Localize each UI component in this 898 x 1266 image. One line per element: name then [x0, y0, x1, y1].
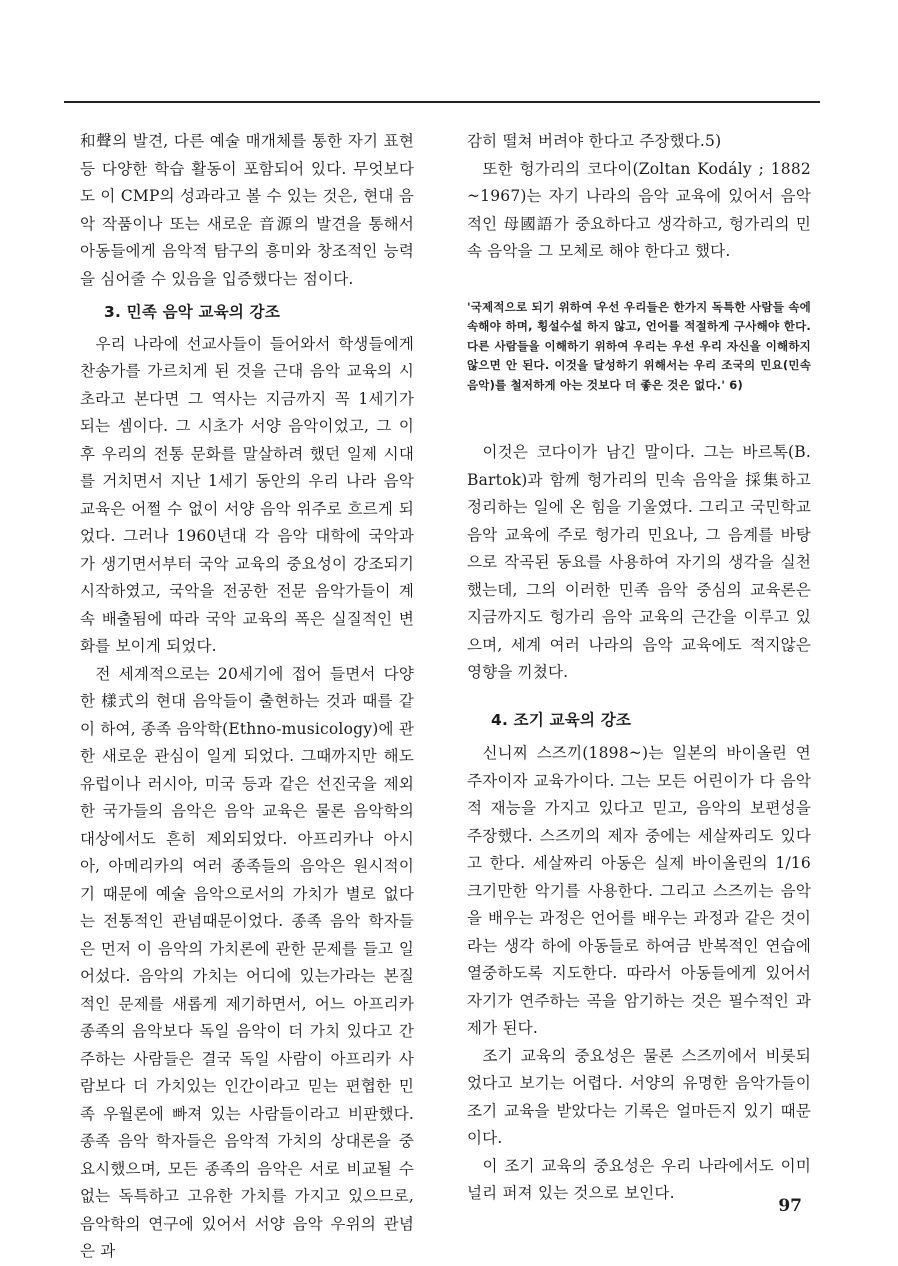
top-rule	[64, 101, 820, 103]
left-column	[80, 128, 414, 1266]
paragraph: 우리 나라에 선교사들이 들어와서 학생들에게 찬송가를 가르치게 된 것을 근대 음악 교육의 시초라고 본다면 그 역사는 지금까지 꼭 1세기가 되는 셈이다. 그 시초가 서양 음악이었고, 그 이후 우리의 전통 문화를 말살하려 했던 일제 시대를 거치면서 지난 1세기 동안의 우리 나라 음악 교육은 어쩔 수 없이 서양 음악 위주로 흐르게 되었다. 그러나 1960년대 각 음악 대학에 국악과가 생기면서부터 국악 교육의 중요성이 강조되기 시작하였고, 국악을 전공한 전문 음악가들이 계속 배출됨에 따라 국악 교육의 폭은 실질적인 변화를 보이게 되었다.	[80, 334, 414, 655]
paragraph: 이 조기 교육의 중요성은 우리 나라에서도 이미 널리 퍼져 있는 것으로 보인다.	[467, 1156, 811, 1202]
right-column	[467, 128, 811, 1208]
paragraph: 조기 교육의 중요성은 물론 스즈끼에서 비롯되었다고 보기는 어렵다. 서양의 유명한 음악가들이 조기 교육을 받았다는 기록은 얼마든지 있기 때문이다.	[467, 1046, 811, 1147]
page-number: 97	[778, 1196, 802, 1216]
paragraph: 和聲의 발견, 다른 예술 매개체를 통한 자기 표현 등 다양한 학습 활동이 포함되어 있다. 무엇보다도 이 CMP의 성과라고 볼 수 있는 것은, 현대 음악 작품이나 또는 새로운 音源의 발견을 통해서 아동들에게 음악적 탐구의 흥미와 창조적인 능력을 심어줄 수 있음을 입증했다는 점이다.	[80, 132, 414, 288]
paragraph: 신니찌 스즈끼(1898~)는 일본의 바이올린 연주자이자 교육가이다. 그는 모든 어린이가 다 음악적 재능을 가지고 있다고 믿고, 음악의 보편성을 주장했다. 스즈끼의 제자 중에는 세살짜리도 있다고 한다. 세살짜리 아동은 실제 바이올린의 1/16 크기만한 악기를 사용한다. 그리고 스즈끼는 음악을 배우는 과정은 언어를 배우는 과정과 같은 것이라는 생각 하에 아동들로 하여금 반복적인 연습에 열중하도록 지도한다. 따라서 아동들에게 있어서 자기가 연주하는 곡을 암기하는 것은 필수적인 과제가 된다.	[467, 744, 811, 1037]
paragraph: 또한 헝가리의 코다이(Zoltan Kodály ; 1882 ~1967)는 자기 나라의 음악 교육에 있어서 음악적인 母國語가 중요하다고 생각하고, 헝가리의 민속 음악을 그 모체로 해야 한다고 했다.	[467, 159, 811, 260]
kodaly-quote: '국제적으로 되기 위하여 우선 우리들은 한가지 독특한 사람들 속에 속해야 하며, 횡설수설 하지 않고, 언어를 적절하게 구사해야 한다. 다른 사람들을 이해하기 위하여 우리는 우선 우리 자신을 이해하지 않으면 안 된다. 이것을 달성하기 위해서는 우리 조국의 민요(민속 음악)를 철저하게 아는 것보다 더 좋은 것은 없다.' 6)	[467, 299, 811, 392]
section-heading-3: 3. 민족 음악 교육의 강조	[104, 303, 281, 321]
paragraph: 감히 떨쳐 버려야 한다고 주장했다.5)	[467, 132, 722, 150]
paragraph: 이것은 코다이가 남긴 말이다. 그는 바르톡(B. Bartok)과 함께 헝가리의 민속 음악을 採集하고 정리하는 일에 온 힘을 기울였다. 그리고 국민학교 음악 교육에 주로 헝가리 민요나, 그 음계를 바탕으로 작곡된 동요를 사용하여 자기의 생각을 실천했는데, 그의 이러한 민족 음악 중심의 교육론은 지금까지도 헝가리 음악 교육의 근간을 이루고 있으며, 세계 여러 나라의 음악 교육에도 적지않은 영향을 끼쳤다.	[467, 443, 811, 681]
paragraph: 전 세계적으로는 20세기에 접어 들면서 다양한 樣式의 현대 음악들이 출현하는 것과 때를 같이 하여, 종족 음악학(Ethno-musicology)에 관한 새로운 관심이 일게 되었다. 그때까지만 해도 유럽이나 러시아, 미국 등과 같은 선진국을 제외한 국가들의 음악은 음악 교육은 물론 음악학의 대상에서도 흔히 제외되었다. 아프리카나 아시아, 아메리카의 여러 종족들의 음악은 원시적이기 때문에 예술 음악으로서의 가치가 별로 없다는 전통적인 관념때문이었다. 종족 음악 학자들은 먼저 이 음악의 가치론에 관한 문제를 들고 일어섰다. 음악의 가치는 어디에 있는가라는 본질적인 문제를 새롭게 제기하면서, 어느 아프리카 종족의 음악보다 독일 음악이 더 가치 있다고 간주하는 사람들은 결국 독일 사람이 아프리카 사람보다 더 가치있는 인간이라고 믿는 편협한 민족 우월론에 빠져 있는 사람들이라고 비판했다. 종족 음악 학자들은 음악적 가치의 상대론을 중요시했으며, 모든 종족의 음악은 서로 비교될 수 없는 독특하고 고유한 가치를 가지고 있으므로, 음악학의 연구에 있어서 서양 음악 우위의 관념은 과	[80, 664, 414, 1260]
section-heading-4: 4. 조기 교육의 강조	[491, 710, 632, 729]
